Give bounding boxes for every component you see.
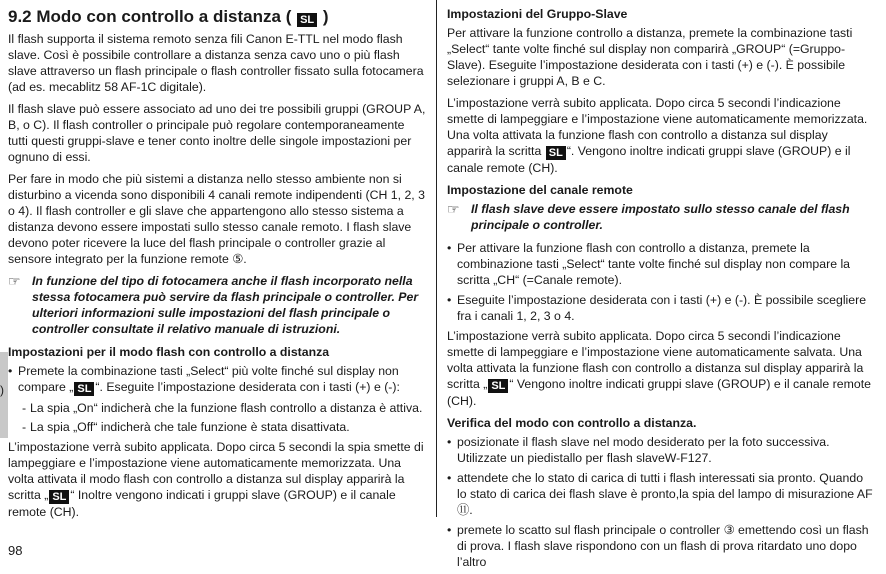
- list-item-text: “. Eseguite l’impostazione desiderata con i tasti (+) e (-):: [95, 380, 400, 394]
- group-apply-text: L’impostazione verrà subito applicata. Dopo circa 5 secondi l’indicazione smette di lampeggiare e l’impostazione viene automaticamente memorizzata. Una volta attivata la funzione flash con controllo a distanza sul display apparirà la scritta: [447, 96, 868, 158]
- channel-apply-paragraph: [447, 328, 875, 409]
- channel-apply-text: L’impostazione verrà subito applicata. Dopo circa 5 secondi l’indicazione smette di lampeggiare e l’impostazione viene automaticamente salvata. Una volta attivata la funzione flash con controllo a distanza sul display apparirà la scritta „: [447, 329, 864, 391]
- list-item: • posizionate il flash slave nel modo desiderato per la foto successiva. Utilizzate un piedistallo per flash slaveW-F127.: [447, 434, 875, 466]
- list-item: • premete lo scatto sul flash principale o controller ③ emettendo così un flash di prova. I flash slave rispondono con un flash di prova ritardato uno dopo l’altro: [447, 522, 875, 570]
- groups-paragraph: Il flash slave può essere associato ad uno dei tre possibili gruppi (GROUP A, B, o C). Il flash controller o principale può regolare contemporaneamente tutti questi gruppi-slave e tener conto inoltre delle singole impostazioni per ognuno di essi.: [8, 102, 426, 164]
- section-title: [8, 6, 426, 28]
- channel-note: [447, 201, 875, 233]
- sl-badge: SL: [297, 13, 317, 27]
- camera-note: [8, 273, 426, 337]
- sl-badge: SL: [546, 146, 566, 160]
- sl-badge: SL: [488, 379, 508, 393]
- camera-note-text: In funzione del tipo di fotocamera anche il flash incorporato nella stessa fotocamera può servire da flash principale o controller. Per ulteriori informazioni sulle impostazioni del flash principale o controller consultate il relativo manuale di istruzioni.: [32, 274, 419, 336]
- group-paragraph: Per attivare la funzione controllo a distanza, premete la combinazione tasti „Select“ tante volte finché sul display non comparirà „GROUP“ (=Gruppo-Slave). Eseguite l’impostazione desiderata con i tasti (+) e (-). È possibile selezionare i gruppi A, B e C.: [447, 26, 853, 88]
- right-column: [447, 6, 875, 574]
- list-item-text: Premete la combinazione tasti „Select“ più volte finché sul display non compare „: [18, 364, 399, 394]
- list-item: • Per attivare la funzione flash con controllo a distanza, premete la combinazione tasti „Select“ tante volte finché sul display non compare la scritta „CH“ (=Canale remote).: [447, 240, 875, 288]
- check-heading: Verifica del modo con controllo a distanza.: [447, 416, 697, 430]
- group-apply-text: “. Vengono inoltre indicati gruppi slave (GROUP) e il canale remote (CH).: [447, 144, 851, 175]
- pointing-hand-icon: ☞: [447, 201, 460, 217]
- edge-mark: ): [0, 383, 4, 397]
- channels-paragraph: Per fare in modo che più sistemi a distanza nello stesso ambiente non si disturbino a vicenda sono disponibili 4 canali remote indipendenti (CH 1, 2, 3 o 4). Il flash controller e gli slave che appartengono allo stesso sistema a distanza devono essere impostati sullo stesso canale remoto. I flash slave devono poter ricevere la luce del flash principale o controller grazie al sensore integrato per la funzione remote ⑤.: [8, 172, 425, 266]
- channel-apply-text: “ Vengono inoltre indicati gruppi slave (GROUP) e il canale remote (CH).: [447, 377, 871, 408]
- apply-paragraph-text: “ Inoltre vengono indicati i gruppi slave (GROUP) e il canale remote (CH).: [8, 488, 396, 519]
- left-column: [8, 6, 426, 526]
- list-item: [8, 363, 426, 396]
- group-heading: Impostazioni del Gruppo-Slave: [447, 7, 628, 21]
- check-list: [447, 434, 875, 570]
- channel-list: [447, 240, 875, 324]
- list-item: • attendete che lo stato di carica di tutti i flash interessati sia pronto. Quando lo stato di carica dei flash slave è pronto,la spia del lampo di misurazione AF ⑪.: [447, 470, 875, 518]
- channel-heading: Impostazione del canale remote: [447, 183, 633, 197]
- list-item: - La spia „Off“ indicherà che tale funzione è stata disattivata.: [8, 419, 426, 435]
- apply-paragraph-text: L’impostazione verrà subito applicata. Dopo circa 5 secondi la spia smette di lampeggiare e l’impostazione viene automaticamente memorizzata. Una volta attivata il modo flash con controllo a distanza sul display apparirà la scritta „: [8, 440, 424, 502]
- list-item: • Eseguite l’impostazione desiderata con i tasti (+) e (-). È possibile scegliere fra i canali 1, 2, 3 o 4.: [447, 292, 875, 324]
- group-apply-paragraph: [447, 95, 875, 176]
- pointing-hand-icon: ☞: [8, 273, 21, 289]
- sl-badge: SL: [74, 382, 94, 396]
- apply-paragraph: [8, 439, 426, 520]
- channel-note-text: Il flash slave deve essere impostato sullo stesso canale del flash principale o controller.: [471, 202, 850, 232]
- settings-heading: Impostazioni per il modo flash con controllo a distanza: [8, 345, 330, 359]
- settings-list: [8, 363, 426, 435]
- sl-badge: SL: [49, 490, 69, 504]
- section-title-text: 9.2 Modo con controllo a distanza (: [8, 7, 292, 26]
- column-divider: [436, 0, 437, 517]
- page-number: 98: [8, 543, 23, 558]
- section-title-close: ): [322, 7, 329, 26]
- intro-paragraph: Il flash supporta il sistema remoto senza fili Canon E-TTL nel modo flash slave. Così è possibile controllare a distanza senza cavo uno o più flash slave attraverso un flash principale o flash controller fissato sulla fotocamera (ad es. mecablitz 58 AF-1C digitale).: [8, 32, 424, 94]
- list-item: - La spia „On“ indicherà che la funzione flash controllo a distanza è attiva.: [8, 400, 426, 416]
